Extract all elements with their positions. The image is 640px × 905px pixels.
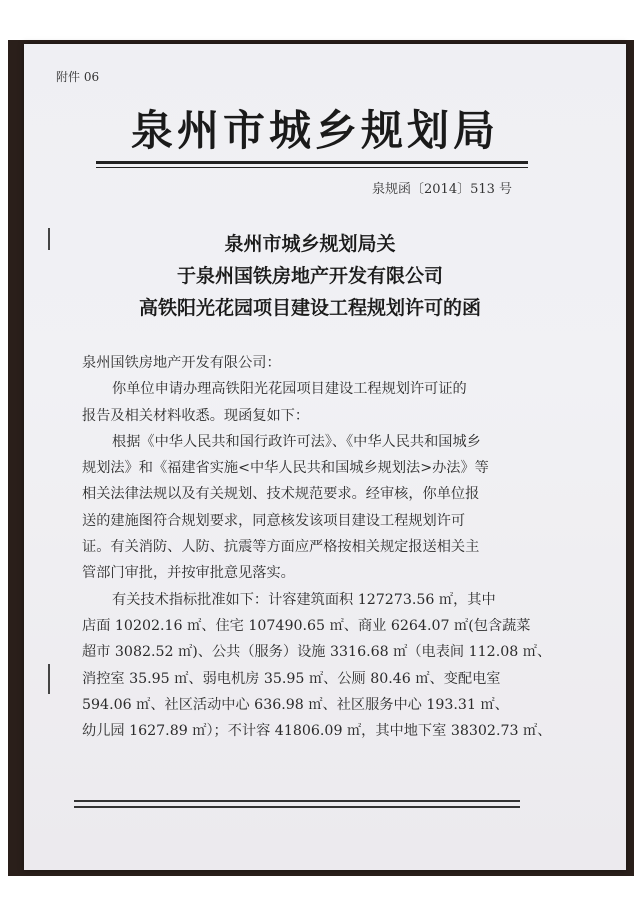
body-line: 店面 10202.16 ㎡、住宅 107490.65 ㎡、商业 6264.07 ㎡(包含蔬菜 <box>82 617 531 634</box>
letterhead-rule-bottom <box>96 167 528 168</box>
body-line: 送的建施图符合规划要求，同意核发该项目建设工程规划许可 <box>82 512 466 529</box>
body-line: 根据《中华人民共和国行政许可法》、《中华人民共和国城乡 <box>112 433 481 450</box>
document-number: 泉规函〔2014〕513 号 <box>372 182 513 197</box>
organization-letterhead: 泉州市城乡规划局 <box>130 106 499 155</box>
footer-rule-bottom <box>74 806 520 808</box>
margin-mark-upper <box>48 228 50 250</box>
letterhead-rule-top <box>96 161 528 164</box>
document-title <box>70 228 550 324</box>
footer-rule-top <box>74 800 520 802</box>
attachment-label: 附件 06 <box>56 70 100 84</box>
margin-mark-lower <box>48 664 50 694</box>
body-line: 相关法律法规以及有关规划、技术规范要求。经审核，你单位报 <box>82 486 480 503</box>
body-line: 有关技术指标批准如下：计容建筑面积 127273.56 ㎡，其中 <box>112 591 496 608</box>
body-line: 你单位申请办理高铁阳光花园项目建设工程规划许可证的 <box>112 381 467 398</box>
title-line: 泉州市城乡规划局关 <box>224 233 396 255</box>
body-line: 规划法》和《福建省实施<中华人民共和国城乡规划法>办法》等 <box>82 460 489 477</box>
letter-body <box>82 350 552 744</box>
title-line: 高铁阳光花园项目建设工程规划许可的函 <box>138 297 481 319</box>
body-line: 幼儿园 1627.89 ㎡）；不计容 41806.09 ㎡，其中地下室 38302.73 ㎡、 <box>82 723 552 740</box>
body-line: 报告及相关材料收悉。现函复如下： <box>82 407 310 424</box>
body-line: 594.06 ㎡、社区活动中心 636.98 ㎡、社区服务中心 193.31 ㎡、 <box>82 696 509 713</box>
body-line: 超市 3082.52 ㎡)、公共（服务）设施 3316.68 ㎡（电表间 112.08 ㎡、 <box>82 644 552 661</box>
title-line: 于泉州国铁房地产开发有限公司 <box>176 265 443 287</box>
body-line: 消控室 35.95 ㎡、弱电机房 35.95 ㎡、公厕 80.46 ㎡、变配电室 <box>82 670 501 687</box>
salutation: 泉州国铁房地产开发有限公司： <box>82 355 281 371</box>
body-line: 证。有关消防、人防、抗震等方面应严格按相关规定报送相关主 <box>82 539 480 556</box>
body-line: 管部门审批，并按审批意见落实。 <box>82 565 295 582</box>
